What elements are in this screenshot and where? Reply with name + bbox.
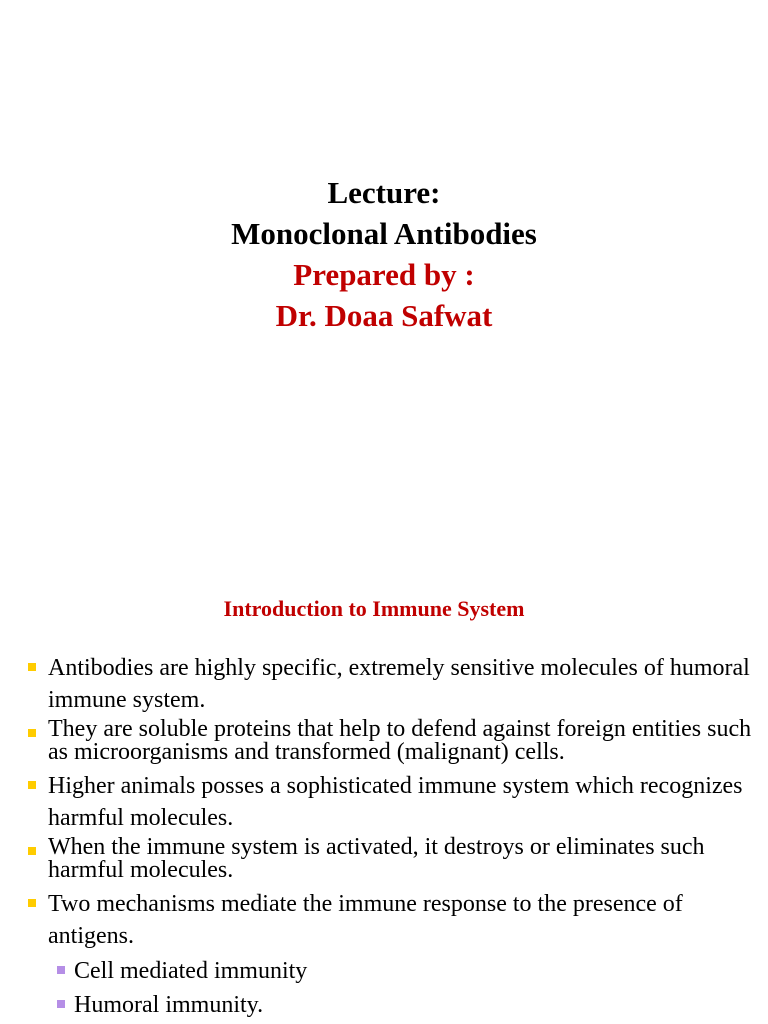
square-bullet-icon — [28, 729, 36, 737]
author-name: Dr. Doaa Safwat — [275, 298, 493, 333]
bullet-text: When the immune system is activated, it destroys or eliminates such harmful molecules. — [48, 834, 705, 883]
bullet-text: They are soluble proteins that help to defend against foreign entities such as microorganisms and transformed (malignant) cells. — [48, 716, 752, 765]
sub-bullet-text: Cell mediated immunity — [74, 958, 308, 984]
square-bullet-icon — [28, 781, 36, 789]
bullet-text: Two mechanisms mediate the immune response to the presence of antigens. — [48, 891, 683, 949]
sub-bullet-item — [28, 990, 758, 1020]
square-bullet-icon — [28, 899, 36, 907]
sub-bullet-item — [28, 956, 758, 986]
lecture-topic: Monoclonal Antibodies — [231, 216, 537, 251]
bullet-item — [28, 888, 758, 952]
square-bullet-icon — [28, 847, 36, 855]
title-block — [0, 172, 768, 336]
bullet-text: Higher animals posses a sophisticated immune system which recognizes harmful molecules. — [48, 773, 743, 831]
bullet-item — [28, 836, 758, 882]
square-sub-bullet-icon — [57, 966, 65, 974]
sub-bullet-text: Humoral immunity. — [74, 992, 264, 1018]
bullet-item — [28, 652, 758, 716]
section-heading: Introduction to Immune System — [223, 596, 525, 621]
bullet-item — [28, 718, 758, 764]
square-bullet-icon — [28, 663, 36, 671]
bullet-item — [28, 770, 758, 834]
bullet-text: Antibodies are highly specific, extremely sensitive molecules of humoral immune system. — [48, 655, 750, 713]
bullet-list — [28, 652, 758, 1020]
lecture-label: Lecture: — [327, 175, 441, 210]
square-sub-bullet-icon — [57, 1000, 65, 1008]
prepared-by-label: Prepared by : — [293, 257, 475, 292]
